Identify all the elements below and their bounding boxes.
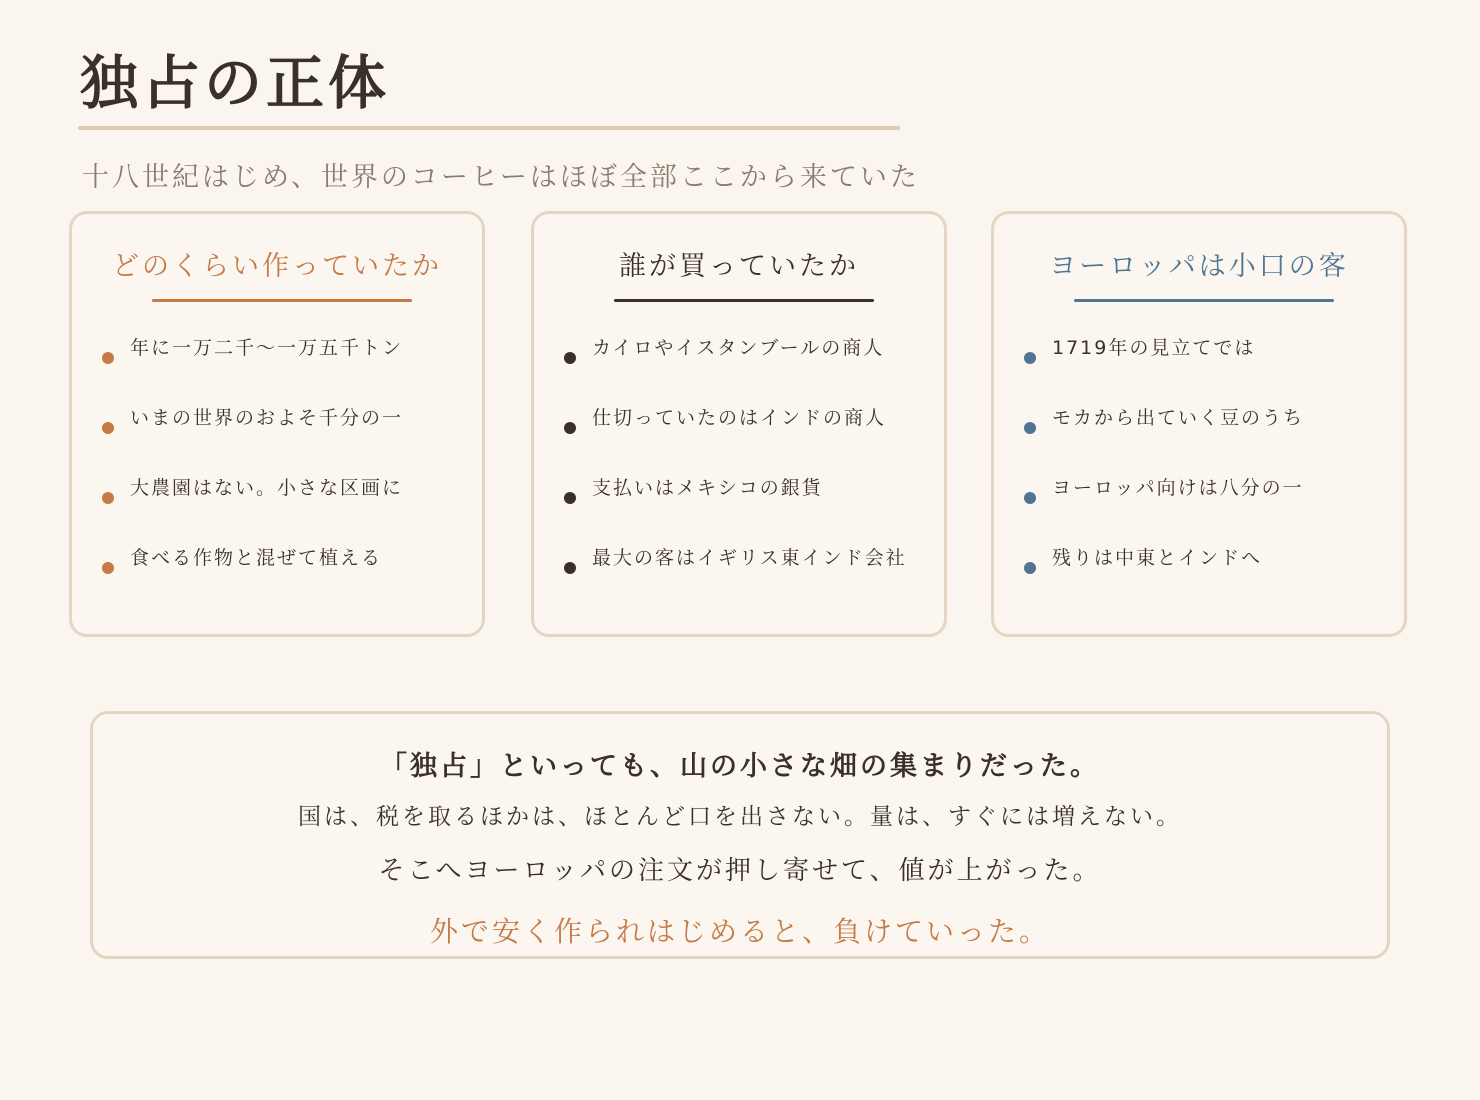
card-title: 誰が買っていたか bbox=[619, 251, 859, 282]
list-item-text: 大農園はない。小さな区画に bbox=[130, 477, 404, 499]
list-item bbox=[102, 546, 472, 616]
bullet-dot-icon bbox=[1024, 422, 1036, 434]
bullet-dot-icon bbox=[102, 562, 114, 574]
list-item-text: 最大の客はイギリス東インド会社 bbox=[592, 547, 907, 569]
card-buyers bbox=[531, 211, 947, 637]
list-item-text: 食べる作物と混ぜて植える bbox=[130, 547, 383, 569]
card-title-underline bbox=[152, 299, 412, 302]
list-item-text: 年に一万二千〜一万五千トン bbox=[130, 337, 404, 359]
list-item bbox=[564, 546, 934, 616]
bullet-dot-icon bbox=[564, 492, 576, 504]
card-europe bbox=[991, 211, 1407, 637]
list-item bbox=[1024, 546, 1394, 616]
card-title: どのくらい作っていたか bbox=[112, 251, 442, 282]
page-title: 独占の正体 bbox=[80, 49, 391, 117]
list-item-text: 1719年の見立てでは bbox=[1052, 337, 1256, 359]
bullet-dot-icon bbox=[1024, 562, 1036, 574]
list-item-text: 支払いはメキシコの銀貨 bbox=[592, 477, 823, 499]
list-item-text: 残りは中東とインドへ bbox=[1052, 547, 1263, 569]
bullet-dot-icon bbox=[102, 422, 114, 434]
card-title-underline bbox=[1074, 299, 1334, 302]
bullet-dot-icon bbox=[1024, 492, 1036, 504]
bullet-dot-icon bbox=[102, 492, 114, 504]
bullet-dot-icon bbox=[1024, 352, 1036, 364]
bullet-dot-icon bbox=[564, 562, 576, 574]
list-item bbox=[102, 476, 472, 546]
list-item bbox=[1024, 476, 1394, 546]
summary-box bbox=[90, 711, 1390, 959]
list-item bbox=[1024, 406, 1394, 476]
card-production bbox=[69, 211, 485, 637]
bullet-dot-icon bbox=[564, 352, 576, 364]
list-item bbox=[564, 336, 934, 406]
summary-headline: 「独占」といっても、山の小さな畑の集まりだった。 bbox=[380, 751, 1100, 782]
list-item-text: 仕切っていたのはインドの商人 bbox=[592, 407, 887, 429]
summary-conclusion: 外で安く作られはじめると、負けていった。 bbox=[429, 915, 1050, 948]
bullet-dot-icon bbox=[102, 352, 114, 364]
bullet-dot-icon bbox=[564, 422, 576, 434]
list-item bbox=[564, 406, 934, 476]
list-item-text: いまの世界のおよそ千分の一 bbox=[130, 407, 404, 429]
list-item-text: モカから出ていく豆のうち bbox=[1052, 407, 1305, 429]
list-item bbox=[102, 406, 472, 476]
list-item-text: ヨーロッパ向けは八分の一 bbox=[1052, 477, 1304, 499]
summary-line: そこへヨーロッパの注文が押し寄せて、値が上がった。 bbox=[378, 856, 1102, 886]
title-underline bbox=[78, 126, 900, 130]
card-title: ヨーロッパは小口の客 bbox=[1049, 251, 1349, 282]
list-item bbox=[564, 476, 934, 546]
page-subtitle: 十八世紀はじめ、世界のコーヒーはほぼ全部ここから来ていた bbox=[82, 162, 920, 193]
card-list bbox=[102, 336, 472, 616]
summary-line: 国は、税を取るほかは、ほとんど口を出さない。量は、すぐには増えない。 bbox=[298, 804, 1182, 830]
card-list bbox=[564, 336, 934, 616]
list-item bbox=[102, 336, 472, 406]
list-item-text: カイロやイスタンブールの商人 bbox=[592, 337, 885, 359]
list-item bbox=[1024, 336, 1394, 406]
card-list bbox=[1024, 336, 1394, 616]
card-title-underline bbox=[614, 299, 874, 302]
